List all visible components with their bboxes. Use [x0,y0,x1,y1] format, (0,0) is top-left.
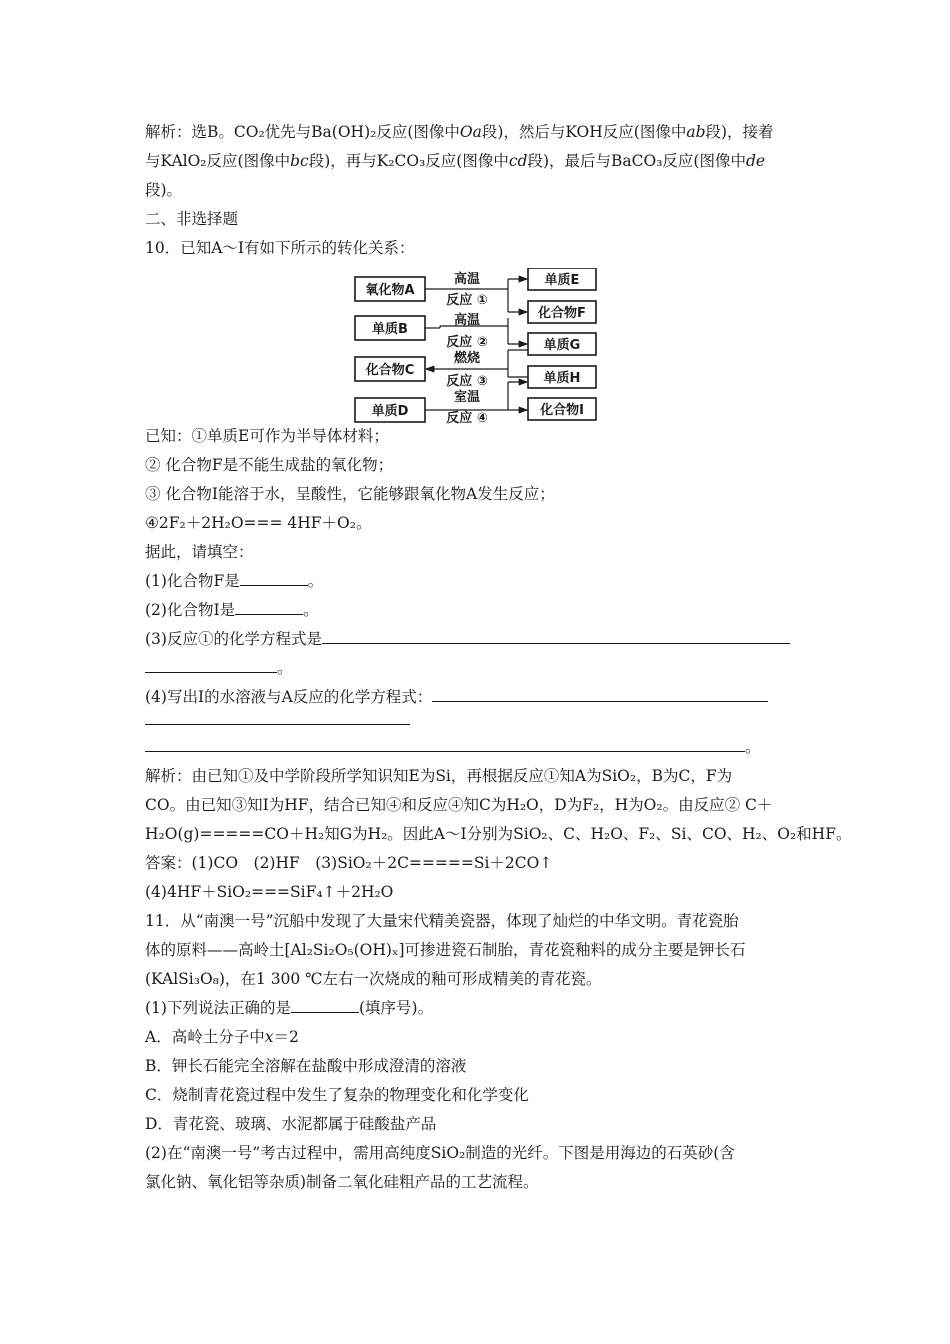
reaction-3-label: 反应 ③ [446,374,488,389]
question-3: (3)反应①的化学方程式是 [145,629,790,649]
svg-text:氧化物A: 氧化物A [365,283,415,298]
question-2: (2)化合物I是 。 [145,601,319,619]
option-a: A．高岭土分子中x＝2 [145,1028,299,1046]
question-11-line-3: (KAlSi₃O₈)，在1 300 ℃左右一次烧成的釉可形成精美的青花瓷。 [145,970,602,988]
explanation-line-3: 段)。 [145,181,183,199]
option-c: C．烧制青花瓷过程中发生了复杂的物理变化和化学变化 [145,1086,529,1104]
answer-blank-2[interactable] [235,600,303,615]
svg-text:单质H: 单质H [543,371,581,386]
explanation-line-1: 解析：选B。CO₂优先与Ba(OH)₂反应(图像中Oa段)，然后与KOH反应(图像中ab段)，接着 [145,123,774,141]
box-compound-i [528,398,596,420]
question-11-line-2: 体的原料——高岭土[Al₂Si₂O₅(OH)ₓ]可掺进瓷石制胎，青花瓷釉料的成分主要是钾长石 [145,941,746,959]
box-element-g [528,333,596,355]
answer-line-2: (4)4HF＋SiO₂===SiF₄↑＋2H₂O [145,883,394,901]
box-compound-c [355,357,425,381]
reaction-4-label: 反应 ④ [446,411,488,426]
reaction-3-condition: 燃烧 [453,351,481,366]
svg-text:化合物C: 化合物C [365,363,415,378]
transformation-diagram [350,268,610,428]
known-1: 已知：①单质E可作为半导体材料； [145,427,389,445]
answer-blank-3b[interactable] [145,658,277,673]
question-4: (4)写出I的水溶液与A反应的化学方程式： [145,687,768,707]
answer-blank-1[interactable] [240,571,308,586]
box-oxide-a [355,277,425,301]
question-11-part-2-line-1: (2)在“南澳一号”考古过程中，需用高纯度SiO₂制造的光纤。下图是用海边的石英砂(含 [145,1144,735,1162]
explanation-line-2: 与KAlO₂反应(图像中bc段)，再与K₂CO₃反应(图像中cd段)，最后与BaCO₃反应(图像中de [145,152,766,170]
svg-text:单质B: 单质B [372,322,408,337]
box-element-d [355,398,425,422]
box-element-e [528,268,596,290]
question-3-cont: 。 [145,658,293,678]
fill-instruction: 据此，请填空： [145,543,254,561]
answer-blank-4b[interactable] [145,710,410,725]
option-b: B．钾长石能完全溶解在盐酸中形成澄清的溶液 [145,1057,467,1075]
known-3: ③ 化合物I能溶于水，呈酸性，它能够跟氧化物A发生反应； [145,485,555,503]
question-4-cont-2: 。 [145,737,761,757]
section-heading: 二、非选择题 [145,210,239,228]
analysis-line-2: CO。由已知③知I为HF，结合已知④和反应④知C为H₂O，D为F₂，H为O₂。由反应② C＋ [145,796,773,814]
question-11-part-2-line-2: 氯化钠、氧化铝等杂质)制备二氧化硅粗产品的工艺流程。 [145,1173,539,1191]
box-compound-f [528,301,596,323]
svg-text:单质G: 单质G [543,338,581,353]
option-d: D．青花瓷、玻璃、水泥都属于硅酸盐产品 [145,1115,437,1133]
box-element-h [528,366,596,388]
answer-blank-11-1[interactable] [291,998,359,1013]
question-11-part-1: (1)下列说法正确的是 (填序号)。 [145,999,434,1017]
reaction-2-label: 反应 ② [446,335,488,350]
question-10-stem: 10．已知A～I有如下所示的转化关系： [145,239,415,257]
answer-blank-4c[interactable] [145,737,745,752]
reaction-1-condition: 高温 [453,272,481,287]
box-element-b [355,316,425,340]
answer-blank-4a[interactable] [432,687,768,702]
svg-text:化合物F: 化合物F [538,306,586,321]
reaction-1-label: 反应 ① [446,293,488,308]
answer-blank-3a[interactable] [322,629,790,644]
svg-text:单质D: 单质D [371,404,409,419]
analysis-line-1: 解析：由已知①及中学阶段所学知识知E为Si，再根据反应①知A为SiO₂，B为C，F为 [145,767,733,785]
question-4-cont-1 [145,710,410,730]
reaction-4-condition: 室温 [453,390,481,405]
answer-line-1: 答案：(1)CO (2)HF (3)SiO₂＋2C=====Si＋2CO↑ [145,854,553,872]
svg-text:化合物I: 化合物I [540,403,584,418]
svg-text:单质E: 单质E [544,273,580,288]
analysis-line-3: H₂O(g)=====CO＋H₂知G为H₂。因此A～I分别为SiO₂、C、H₂O、F₂、Si、CO、H₂、O₂和HF。 [145,825,852,843]
reaction-2-condition: 高温 [453,313,481,328]
known-2: ② 化合物F是不能生成盐的氧化物； [145,456,394,474]
question-11-line-1: 11．从“南澳一号”沉船中发现了大量宋代精美瓷器，体现了灿烂的中华文明。青花瓷胎 [145,912,739,930]
known-4: ④2F₂＋2H₂O=== 4HF＋O₂。 [145,514,372,532]
question-1: (1)化合物F是 。 [145,572,324,590]
